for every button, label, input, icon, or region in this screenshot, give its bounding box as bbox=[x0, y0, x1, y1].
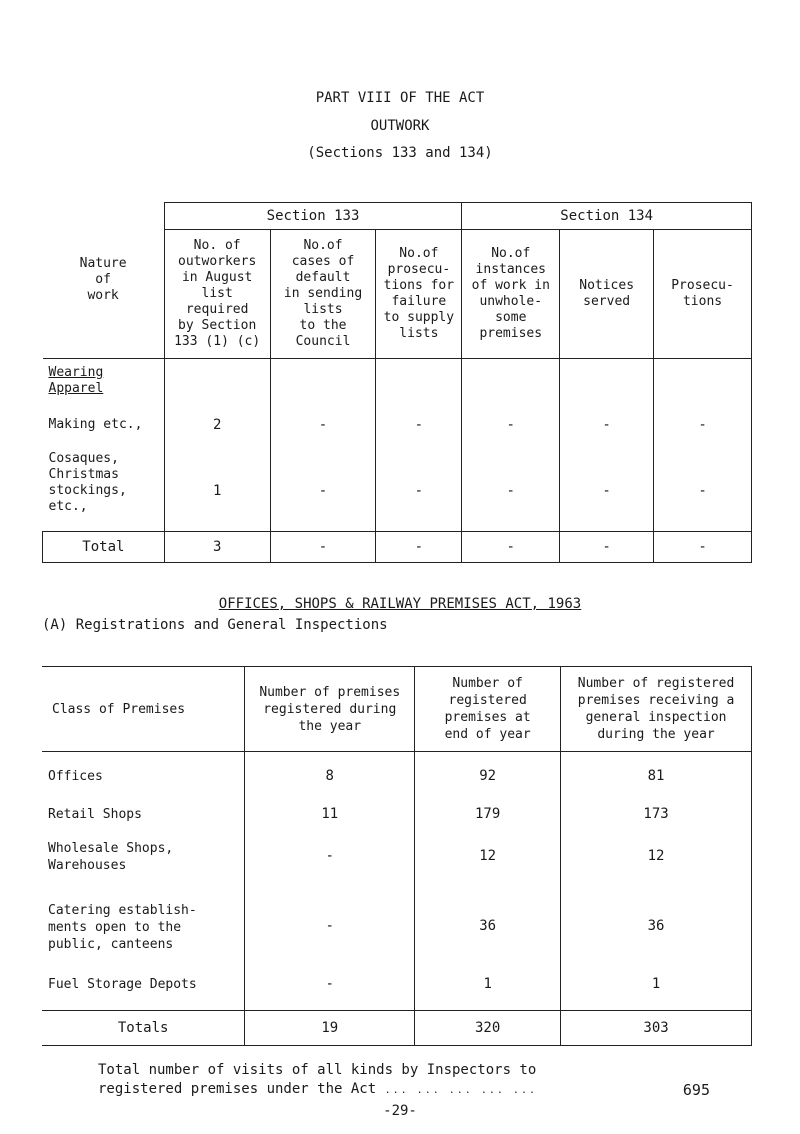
table-cell: 1 bbox=[651, 976, 661, 992]
table-cell: - bbox=[318, 483, 328, 499]
header-nature-of-work: Nature of work bbox=[43, 203, 165, 359]
col-default-cases bbox=[270, 359, 376, 532]
outwork-table bbox=[42, 202, 752, 563]
header-prosecutions: Prosecu- tions bbox=[654, 230, 752, 359]
part-title: PART VIII OF THE ACT bbox=[315, 90, 485, 106]
col-unwholesome-premises bbox=[462, 359, 560, 532]
table-cell: 1 bbox=[212, 483, 222, 499]
total-cell: 320 bbox=[415, 1011, 561, 1046]
row-label-cosaques: Cosaques, Christmas stockings, etc., bbox=[48, 451, 127, 514]
header-section-133: Section 133 bbox=[164, 203, 462, 230]
col-outworkers bbox=[164, 359, 270, 532]
footer-dots: ... ... ... ... ... bbox=[384, 1085, 537, 1096]
header-prosecutions-failure: No.of prosecu- tions for failure to supply lists bbox=[376, 230, 462, 359]
table-cell: 12 bbox=[647, 848, 665, 864]
table-cell: 36 bbox=[647, 918, 665, 934]
row-label-fuel-storage: Fuel Storage Depots bbox=[48, 977, 197, 992]
total-cell: - bbox=[270, 532, 376, 563]
header-notices-served: Notices served bbox=[560, 230, 654, 359]
registrations-title bbox=[42, 617, 388, 633]
offices-act-title: OFFICES, SHOPS & RAILWAY PREMISES ACT, 1963 bbox=[218, 596, 582, 612]
footer-line-1: Total number of visits of all kinds by Inspectors to bbox=[98, 1062, 537, 1078]
sections-subtitle: (Sections 133 and 134) bbox=[307, 145, 493, 161]
footer-total-visits: 695 bbox=[682, 1081, 710, 1099]
row-label-making: Making etc., bbox=[48, 417, 143, 432]
header-unwholesome-premises: No.of instances of work in unwhole- some premises bbox=[462, 230, 560, 359]
outwork-title: OUTWORK bbox=[370, 118, 430, 134]
table-cell: - bbox=[506, 417, 515, 433]
table-cell: 12 bbox=[479, 848, 497, 864]
col-prosecutions-failure bbox=[376, 359, 462, 532]
table-cell: 173 bbox=[643, 806, 669, 822]
total-cell: 303 bbox=[561, 1011, 752, 1046]
header-registered-during-year: Number of premises registered during the year bbox=[245, 667, 415, 752]
table-cell: 81 bbox=[647, 768, 665, 784]
table-cell: - bbox=[602, 417, 611, 433]
class-of-premises-cell bbox=[42, 752, 245, 1011]
row-label-wholesale: Wholesale Shops, Warehouses bbox=[48, 841, 174, 873]
nature-of-work-cell bbox=[43, 359, 165, 532]
header-class-of-premises: Class of Premises bbox=[42, 667, 245, 752]
table-cell: - bbox=[325, 976, 334, 992]
table-cell: 36 bbox=[479, 918, 497, 934]
header-default-cases: No.of cases of default in sending lists to the Council bbox=[270, 230, 376, 359]
header-section-134: Section 134 bbox=[462, 203, 752, 230]
page-number: -29- bbox=[383, 1103, 417, 1119]
totals-label: Totals bbox=[42, 1011, 245, 1046]
registrations-table bbox=[42, 666, 752, 1046]
table-cell: - bbox=[506, 483, 515, 499]
col-notices-served bbox=[560, 359, 654, 532]
row-label-catering: Catering establish- ments open to the public, canteens bbox=[48, 903, 197, 952]
table-cell: 8 bbox=[325, 768, 334, 784]
table-cell: 179 bbox=[475, 806, 501, 822]
total-cell: - bbox=[560, 532, 654, 563]
col-prosecutions bbox=[654, 359, 752, 532]
table-cell: - bbox=[318, 417, 328, 433]
registrations-title-text: (A) Registrations and General Inspections bbox=[42, 617, 388, 633]
table-cell: - bbox=[602, 483, 611, 499]
total-cell: 19 bbox=[245, 1011, 415, 1046]
col-general-inspection bbox=[561, 752, 752, 1011]
table-cell: 92 bbox=[479, 768, 497, 784]
footer-line-2 bbox=[98, 1081, 710, 1097]
total-cell: - bbox=[654, 532, 752, 563]
total-label: Total bbox=[43, 532, 165, 563]
header-registered-end-year: Number of registered premises at end of year bbox=[415, 667, 561, 752]
table-cell: - bbox=[414, 417, 424, 433]
table-cell: - bbox=[698, 483, 707, 499]
table-cell: - bbox=[414, 483, 424, 499]
table-cell: - bbox=[325, 848, 334, 864]
table-cell: 11 bbox=[321, 806, 339, 822]
table-cell: 2 bbox=[212, 417, 222, 433]
header-outworkers: No. of outworkers in August list required by Section 133 (1) (c) bbox=[164, 230, 270, 359]
table-cell: - bbox=[325, 918, 334, 934]
total-cell: - bbox=[376, 532, 462, 563]
table-cell: 1 bbox=[483, 976, 492, 992]
table-cell: - bbox=[698, 417, 707, 433]
total-cell: 3 bbox=[164, 532, 270, 563]
col-registered-during-year bbox=[245, 752, 415, 1011]
total-cell: - bbox=[462, 532, 560, 563]
row-label-retail-shops: Retail Shops bbox=[48, 807, 142, 822]
footer-line-2-text: registered premises under the Act bbox=[98, 1081, 377, 1097]
col-registered-end-year bbox=[415, 752, 561, 1011]
header-general-inspection: Number of registered premises receiving a general inspection during the year bbox=[561, 667, 752, 752]
row-label-offices: Offices bbox=[48, 769, 103, 784]
group-label-wearing-apparel: Wearing Apparel bbox=[48, 365, 104, 396]
